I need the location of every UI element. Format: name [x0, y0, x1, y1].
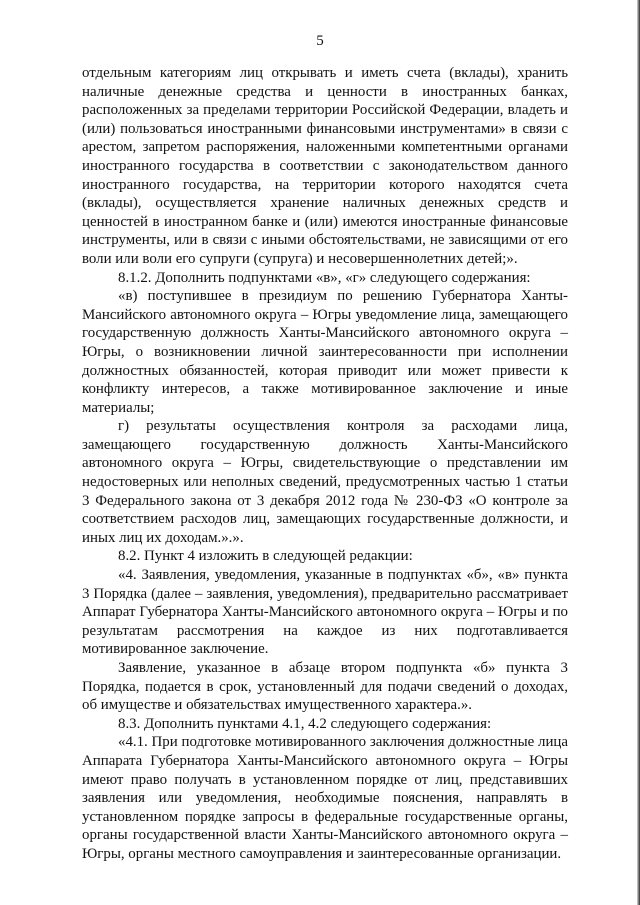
- paragraph-subpoint-v: «в) поступившее в президиум по решению Губернатора Ханты-Мансийского автономного округа – Югры уведомление лица, замещающего государственную должность Ханты-Мансийского автономного округа – Югры, о возникновении личной заинтересованности при исполнении должностных обязанностей, которая приводит или может привести к конфликту интересов, а также мотивированное заключение и иные материалы;: [82, 288, 568, 416]
- paragraph-point-4-1: «4.1. При подготовке мотивированного заключения должностные лица Аппарата Губернатора Ханты-Мансийского автономного округа – Югры имеют право получать в установленном порядке от лиц, представивших заявления или уведомления, необходимые пояснения, направлять в установленном порядке запросы в федеральные государственные органы, органы государственной власти Ханты-Мансийского автономного округа – Югры, органы местного самоуправления и заинтересованные организации.: [82, 734, 568, 862]
- paragraph-8-3: 8.3. Дополнить пунктами 4.1, 4.2 следующего содержания:: [118, 715, 492, 732]
- paragraph-subpoint-g: г) результаты осуществления контроля за расходами лица, замещающего государственную должность Ханты-Мансийского автономного округа – Югры, свидетельствующие о представлении им недостоверных или неполных сведений, предусмотренных частью 1 статьи 3 Федерального закона от 3 декабря 2012 года № 230-ФЗ «О контроле за соответствием расходов лиц, замещающих государственные должности, и иных лиц их доходам.».».: [82, 418, 568, 546]
- paragraph-application-deadline: Заявление, указанное в абзаце втором подпункта «б» пункта 3 Порядка, подается в срок, установленный для подачи сведений о доходах, об имуществе и обязательствах имущественного характера.».: [82, 660, 568, 714]
- paragraph-8-1-2: 8.1.2. Дополнить подпунктами «в», «г» следующего содержания:: [118, 269, 531, 286]
- page-number: 5: [316, 33, 324, 49]
- document-body: [82, 64, 568, 864]
- paragraph-point-4: «4. Заявления, уведомления, указанные в подпунктах «б», «в» пункта 3 Порядка (далее – заявления, уведомления), предварительно рассматривает Аппарат Губернатора Ханты-Мансийского автономного округа – Югры и по результатам рассмотрения на каждое из них подготавливается мотивированное заключение.: [82, 567, 568, 658]
- paragraph-8-2: 8.2. Пункт 4 изложить в следующей редакции:: [118, 548, 413, 565]
- paragraph-continuation: отдельным категориям лиц открывать и иметь счета (вклады), хранить наличные денежные средства и ценности в иностранных банках, расположенных за пределами территории Российской Федерации, владеть и (или) пользоваться иностранными финансовыми инструментами» в связи с арестом, запретом распоряжения, наложенными компетентными органами иностранного государства в соответствии с законодательством данного иностранного государства, на территории которого находятся счета (вклады), осуществляется хранение наличных денежных средств и ценностей в иностранном банке и (или) имеются иностранные финансовые инструменты, или в связи с иными обстоятельствами, не зависящими от его воли или воли его супруги (супруга) и несовершеннолетних детей;».: [82, 65, 568, 267]
